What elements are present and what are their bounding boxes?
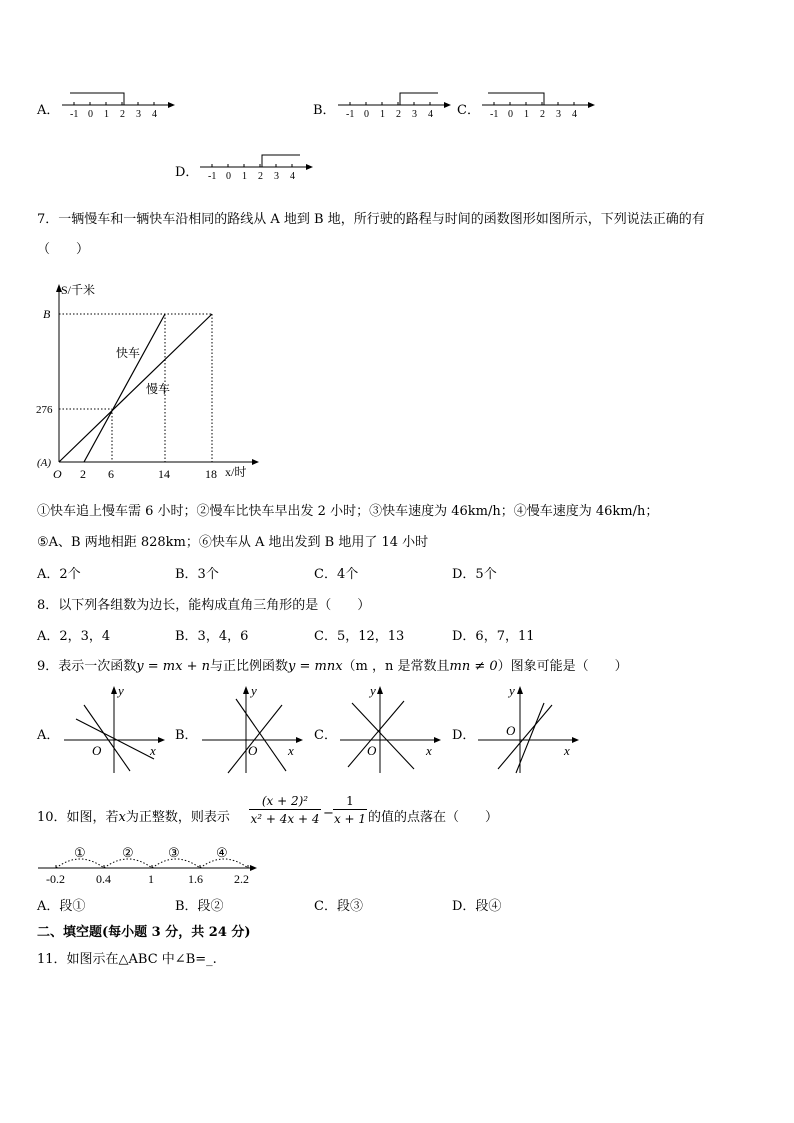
q7-y-axis-label: S/千米 xyxy=(61,283,96,297)
q6-b-tick-label: -1 xyxy=(346,109,355,120)
q8-option-d[interactable]: D．6，7，11 xyxy=(452,629,535,644)
q9-stem-pre: 9．表示一次函数 xyxy=(37,659,137,674)
q6-d-tick-label: 1 xyxy=(242,171,247,182)
q10-stem-pre: 10．如图，若x为正整数，则表示 xyxy=(37,810,230,825)
q10-var: x xyxy=(118,810,126,825)
q6-option-a-numberline xyxy=(62,88,182,120)
q6-option-c-label: C． xyxy=(457,103,480,118)
q7-origin: O xyxy=(53,467,62,481)
q6-option-c-numberline xyxy=(482,88,602,120)
q10-option-c[interactable]: C．段③ xyxy=(314,899,363,914)
q10-frac2-num: 1 xyxy=(333,794,367,810)
q10-segment-3: ③ xyxy=(168,845,180,860)
q9-option-b[interactable]: B． xyxy=(175,728,198,743)
svg-text:x: x xyxy=(288,743,294,758)
q6-option-d-numberline xyxy=(200,150,320,182)
q6-a-tick-label: 0 xyxy=(88,109,93,120)
q6-option-d-label: D． xyxy=(175,165,199,180)
q10-stem-post: 的值的点落在（ ） xyxy=(368,810,499,825)
q6-d-tick-label: -1 xyxy=(208,171,217,182)
q6-c-tick-label: 4 xyxy=(572,109,577,120)
q7-option-d[interactable]: D．5个 xyxy=(452,567,497,582)
q6-b-tick-label: 1 xyxy=(380,109,385,120)
q7-fast-car-label: 快车 xyxy=(116,346,141,360)
q10-fraction-1 xyxy=(249,794,321,826)
q10-frac1-den: x² + 4x + 4 xyxy=(250,812,320,826)
svg-text:O: O xyxy=(92,743,102,758)
q10-tick: 1.6 xyxy=(188,872,203,886)
q10-number-line xyxy=(36,842,266,888)
q6-b-tick-label: 0 xyxy=(364,109,369,120)
q10-frac1-num: (x + 2)² xyxy=(249,794,321,810)
q9-graph-d xyxy=(476,683,588,778)
q6-c-tick-label: -1 xyxy=(490,109,499,120)
q7-slow-car-label: 慢车 xyxy=(146,382,171,396)
section-2-heading: 二、填空题(每小题 3 分，共 24 分) xyxy=(37,925,251,940)
q7-x-tick: 18 xyxy=(205,467,217,481)
q9-graph-a xyxy=(62,683,174,778)
q8-option-c[interactable]: C．5，12，13 xyxy=(314,629,405,644)
q6-c-tick-label: 3 xyxy=(556,109,561,120)
q7-stem: 7．一辆慢车和一辆快车沿相同的路线从 A 地到 B 地，所行驶的路程与时间的函数图形如图所示，下列说法正确的有 xyxy=(37,212,705,227)
q7-statements-line1: ①快车追上慢车需 6 小时；②慢车比快车早出发 2 小时；③快车速度为 46km/h；④慢车速度为 46km/h； xyxy=(37,504,659,519)
q6-b-tick-label: 4 xyxy=(428,109,433,120)
q6-b-tick-label: 2 xyxy=(396,109,401,120)
q7-option-b[interactable]: B．3个 xyxy=(175,567,219,582)
q9-option-d[interactable]: D． xyxy=(452,728,476,743)
q7-statements-line2: ⑤A、B 两地相距 828km；⑥快车从 A 地出发到 B 地用了 14 小时 xyxy=(37,535,429,550)
q10-segment-1: ① xyxy=(74,845,86,860)
q9-stem xyxy=(37,655,628,674)
q10-tick: 0.4 xyxy=(96,872,111,886)
q10-segment-4: ④ xyxy=(216,845,228,860)
q10-option-b[interactable]: B．段② xyxy=(175,899,224,914)
q11-stem: 11．如图示在△ABC 中∠B=_. xyxy=(37,952,217,967)
q6-option-b-numberline xyxy=(338,88,458,120)
q9-graph-c xyxy=(338,683,450,778)
svg-text:y: y xyxy=(370,683,376,698)
q7-x-tick: 6 xyxy=(108,467,114,481)
q9-func1: y = mx + n xyxy=(136,659,210,674)
q6-a-tick-label: 1 xyxy=(104,109,109,120)
svg-text:x: x xyxy=(150,743,156,758)
svg-text:x: x xyxy=(426,743,432,758)
q9-option-c[interactable]: C． xyxy=(314,728,337,743)
q7-option-c[interactable]: C．4个 xyxy=(314,567,359,582)
q6-c-tick-label: 1 xyxy=(524,109,529,120)
svg-text:y: y xyxy=(509,683,515,698)
q7-distance-time-graph xyxy=(30,280,260,485)
q8-stem: 8．以下列各组数为边长，能构成直角三角形的是（ ） xyxy=(37,598,371,613)
q9-stem-mid: 与正比例函数 xyxy=(209,659,288,674)
q10-tick: 2.2 xyxy=(234,872,249,886)
q7-option-a[interactable]: A．2个 xyxy=(37,567,81,582)
q10-tick: -0.2 xyxy=(46,872,65,886)
q7-slow-car-line xyxy=(59,314,212,462)
q6-a-tick-label: -1 xyxy=(70,109,79,120)
q8-option-a[interactable]: A．2，3，4 xyxy=(37,629,111,644)
q10-minus: − xyxy=(323,806,334,821)
q10-fraction-2 xyxy=(333,794,367,826)
q7-y-tick-276: 276 xyxy=(36,404,53,416)
q10-option-d[interactable]: D．段④ xyxy=(452,899,502,914)
q6-option-a-label: A． xyxy=(37,103,60,118)
q10-option-a[interactable]: A．段① xyxy=(37,899,86,914)
q9-stem-post: ）图象可能是（ ） xyxy=(497,659,628,674)
q7-y-tick-b: B xyxy=(43,307,51,321)
q6-a-tick-label: 3 xyxy=(136,109,141,120)
q6-d-tick-label: 2 xyxy=(258,171,263,182)
q8-option-b[interactable]: B．3，4，6 xyxy=(175,629,249,644)
q9-func2: y = mnx xyxy=(288,659,343,674)
q10-frac2-den: x + 1 xyxy=(333,812,367,826)
q10-segment-2: ② xyxy=(122,845,134,860)
q7-origin-a: (A) xyxy=(37,457,52,469)
q7-x-axis-label: x/时 xyxy=(225,465,247,479)
q6-a-tick-label: 4 xyxy=(152,109,157,120)
svg-text:x: x xyxy=(564,743,570,758)
q9-stem-cond-pre: （m ，n 是常数且 xyxy=(342,659,450,674)
q6-option-b-label: B． xyxy=(313,103,336,118)
svg-text:y: y xyxy=(251,683,257,698)
svg-text:O: O xyxy=(248,743,258,758)
q9-option-a[interactable]: A． xyxy=(37,728,60,743)
q6-d-tick-label: 0 xyxy=(226,171,231,182)
q9-graph-b xyxy=(200,683,312,778)
q6-a-tick-label: 2 xyxy=(120,109,125,120)
q6-c-tick-label: 2 xyxy=(540,109,545,120)
q6-d-tick-label: 4 xyxy=(290,171,295,182)
q7-x-tick: 2 xyxy=(80,467,86,481)
svg-text:O: O xyxy=(367,743,377,758)
svg-text:O: O xyxy=(506,723,516,738)
q6-b-tick-label: 3 xyxy=(412,109,417,120)
q10-tick: 1 xyxy=(148,872,154,886)
q6-c-tick-label: 0 xyxy=(508,109,513,120)
q9-cond: mn ≠ 0 xyxy=(449,659,498,674)
q7-x-tick: 14 xyxy=(158,467,170,481)
q6-d-tick-label: 3 xyxy=(274,171,279,182)
q7-answer-paren: （ ） xyxy=(37,242,90,257)
svg-text:y: y xyxy=(118,683,124,698)
